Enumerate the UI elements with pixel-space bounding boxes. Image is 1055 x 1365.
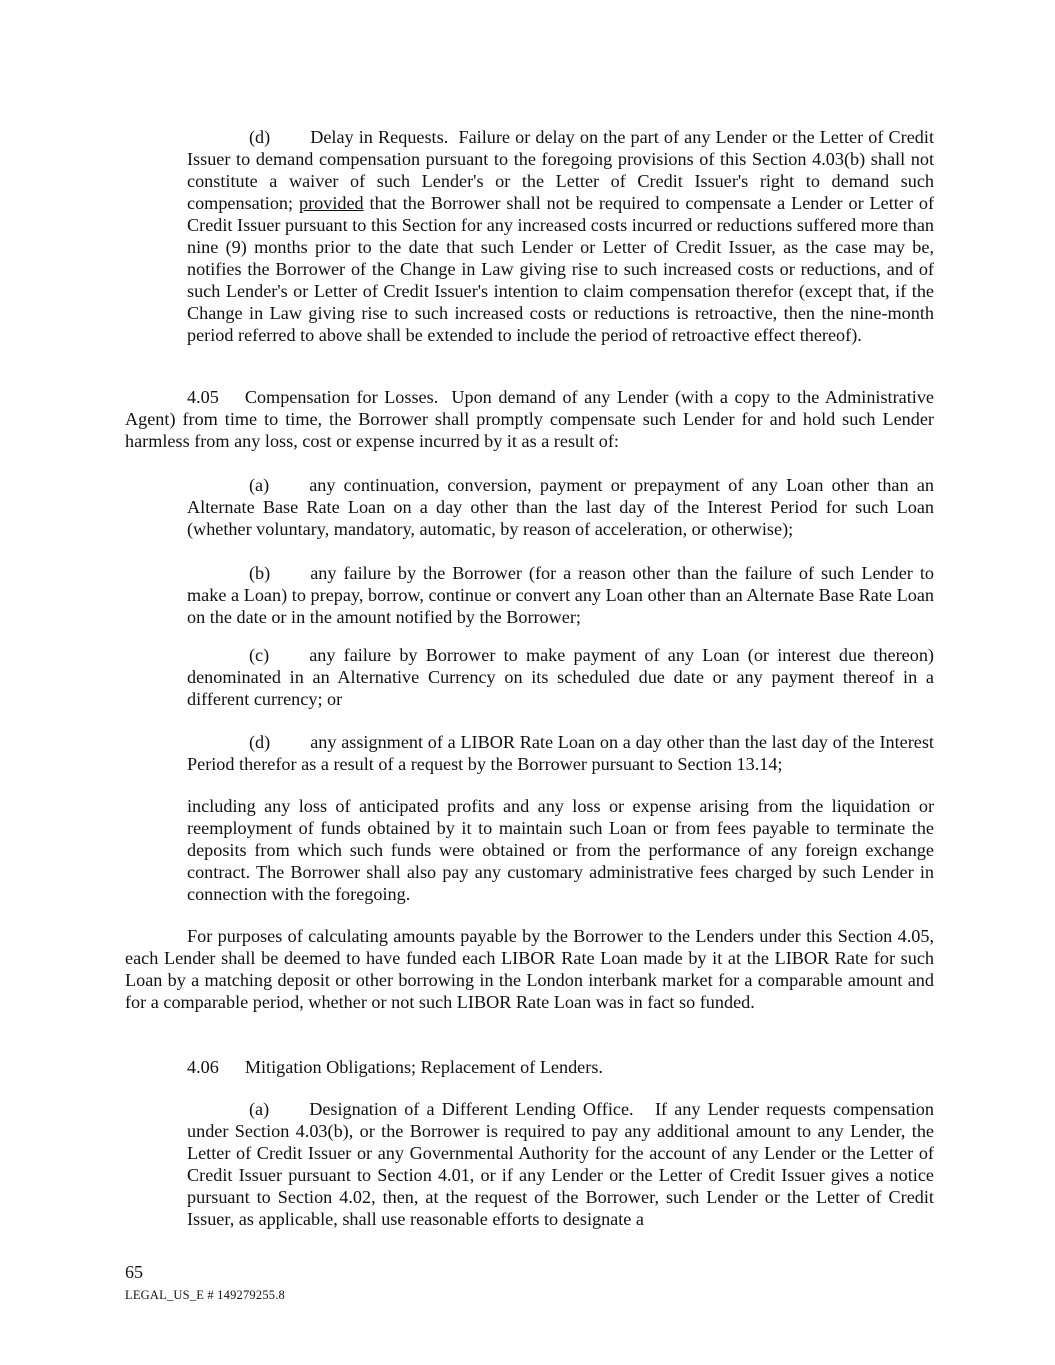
item-text: any continuation, conversion, payment or prepayment of any Loan other than an Alternate Base Rate Loan on a day other than the last day of the Interest Period for such Loan (whether voluntary, mandatory, automatic, by reason of acceleration, or otherwise); <box>187 475 934 539</box>
list-item <box>187 731 934 775</box>
section-heading: Compensation for Losses. <box>244 387 439 407</box>
paragraph-text: For purposes of calculating amounts payable by the Borrower to the Lenders under this Section 4.05, each Lender shall be deemed to have funded each LIBOR Rate Loan made by it at the LIBOR Rate for such Loan by a matching deposit or other borrowing in the London interbank market for a comparable amount and for a comparable period, whether or not such LIBOR Rate Loan was in fact so funded. <box>125 926 934 1012</box>
section-number: 4.05 <box>187 387 219 407</box>
item-heading: Delay in Requests. <box>310 127 449 147</box>
item-label: (b) <box>249 563 271 583</box>
provided-term: provided <box>298 193 364 213</box>
item-text: any assignment of a LIBOR Rate Loan on a day other than the last day of the Interest Period therefor as a result of a request by the Borrower pursuant to Section 13.14; <box>187 732 934 774</box>
list-item <box>187 644 934 710</box>
page-number: 65 <box>125 1262 143 1282</box>
item-text: any failure by the Borrower (for a reason other than the failure of such Lender to make a Loan) to prepay, borrow, continue or convert any Loan other than an Alternate Base Rate Loan on the date or in the amount notified by the Borrower; <box>187 563 934 627</box>
item-label: (c) <box>249 645 270 665</box>
paragraph-a-designation <box>187 1098 934 1230</box>
paragraph-d-delay <box>187 126 934 346</box>
list-item <box>187 474 934 540</box>
paragraph-text: that the Borrower shall not be required to compensate a Lender or Letter of Credit Issuer pursuant to this Section for any increased costs incurred or reductions suffered more than nine (9) months prior to the date that such Lender or Letter of Credit Issuer, as the case may be, notifies the Borrower of the Change in Law giving rise to such increased costs or reductions, and of such Lender's or Letter of Credit Issuer's intention to claim compensation therefor (except that, if the Change in Law giving rise to such increased costs or reductions is retroactive, then the nine-month period referred to above shall be extended to include the period of retroactive effect thereof). <box>187 193 935 345</box>
paragraph-text: Upon demand of any Lender (with a copy to the Administrative Agent) from time to time, the Borrower shall promptly compensate such Lender for and hold such Lender harmless from any loss, cost or expense incurred by it as a result of: <box>125 387 935 451</box>
section-4-06 <box>125 1056 934 1078</box>
item-text: any failure by Borrower to make payment of any Loan (or interest due thereon) denominated in an Alternative Currency on its scheduled due date or any payment thereof in a different currency; or <box>187 645 934 709</box>
section-number: 4.06 <box>187 1057 219 1077</box>
paragraph-purposes <box>125 925 934 1013</box>
section-heading: Mitigation Obligations; Replacement of Lenders. <box>244 1057 603 1077</box>
paragraph-text: If any Lender requests compensation under Section 4.03(b), or the Borrower is required to pay any additional amount to any Lender, the Letter of Credit Issuer or any Governmental Authority for the account of any Lender or the Letter of Credit Issuer pursuant to Section 4.01, or if any Lender or the Letter of Credit Issuer gives a notice pursuant to Section 4.02, then, at the request of the Borrower, such Lender or the Letter of Credit Issuer, as applicable, shall use reasonable efforts to designate a <box>187 1099 934 1229</box>
document-id: LEGAL_US_E # 149279255.8 <box>125 1288 286 1302</box>
item-label: (a) <box>249 1099 270 1119</box>
item-label: (d) <box>249 127 271 147</box>
section-4-05 <box>125 386 934 452</box>
item-label: (a) <box>249 475 270 495</box>
list-item <box>187 562 934 628</box>
item-heading: Designation of a Different Lending Office. <box>309 1099 634 1119</box>
paragraph-text: Failure or delay on the part of any Lender or the Letter of Credit Issuer to demand compensation pursuant to the foregoing provisions of this Section 4.03(b) shall not constitute a waiver of such Lender's or the Letter of Credit Issuer's right to demand such compensation; <box>187 127 935 213</box>
paragraph-including: including any loss of anticipated profits and any loss or expense arising from the liquidation or reemployment of funds obtained by it to maintain such Loan or from fees payable to terminate the deposits from which such funds were obtained or from the performance of any foreign exchange contract. The Borrower shall also pay any customary administrative fees charged by such Lender in connection with the foregoing. <box>187 796 934 904</box>
item-label: (d) <box>249 732 271 752</box>
